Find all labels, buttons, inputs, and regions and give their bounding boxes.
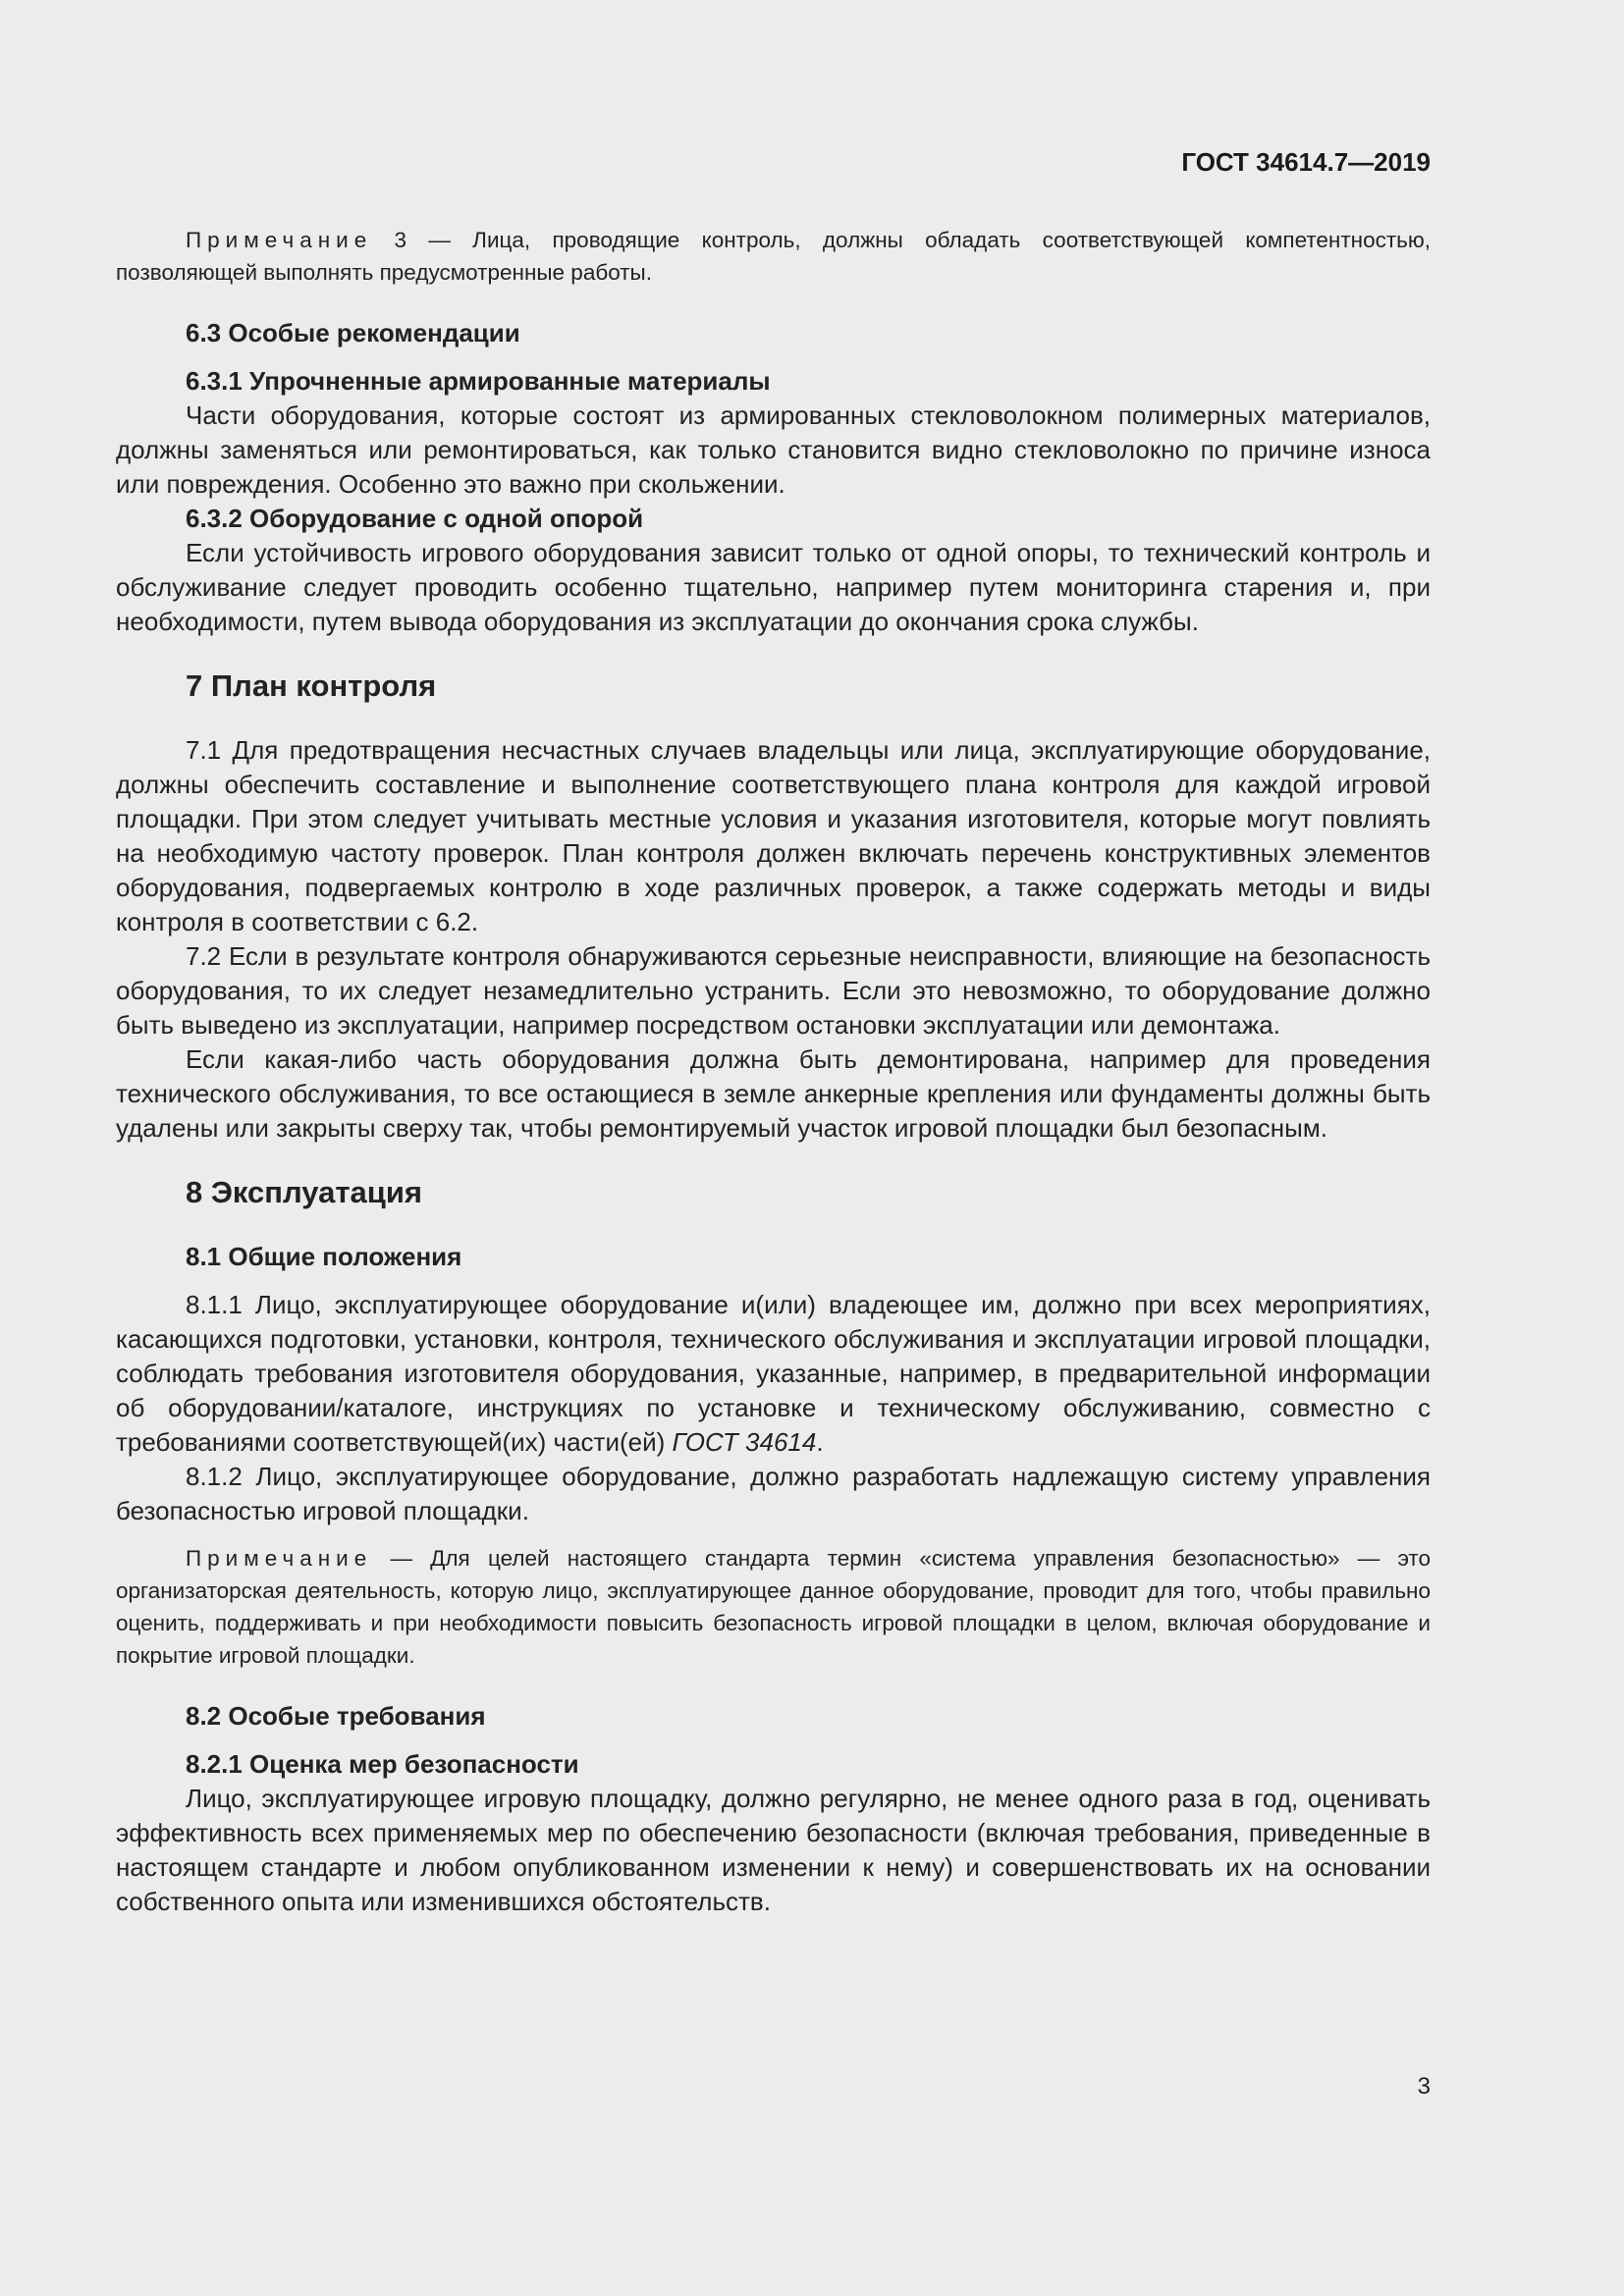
note-safety-management xyxy=(116,1542,1431,1672)
paragraph-7-1: 7.1 Для предотвращения несчастных случаев владельцы или лица, эксплуатирующие оборудование, должны обеспечить составление и выполнение соответствующего плана контроля для каждой игровой площадки. При этом следует учитывать местные условия и указания изготовителя, которые могут повлиять на необходимую частоту проверок. План контроля должен включать перечень конструктивных элементов оборудования, подвергаемых контролю в ходе различных проверок, а также содержать методы и виды контроля в соответствии с 6.2. xyxy=(116,735,1431,936)
standard-reference: ГОСТ 34614 xyxy=(672,1427,817,1457)
paragraph-7-2: 7.2 Если в результате контроля обнаруживаются серьезные неисправности, влияющие на безопасность оборудования, то их следует незамедлительно устранить. Если это невозможно, то оборудование должно быть выведено из эксплуатации, например посредством остановки эксплуатации или демонтажа. xyxy=(116,941,1431,1040)
document-body xyxy=(116,224,1431,1919)
paragraph-8-1-1 xyxy=(116,1288,1431,1460)
section-6-3-2-text: Если устойчивость игрового оборудования зависит только от одной опоры, то технический контроль и обслуживание следует проводить особенно тщательно, например путем мониторинга старения и, при необходимости, путем вывода оборудования из эксплуатации до окончания срока службы. xyxy=(116,538,1431,636)
note-text: 3 — Лица, проводящие контроль, должны обладать соответствующей компетентностью, позволяющей выполнять предусмотренные работы. xyxy=(116,228,1431,285)
note-text: — Для целей настоящего стандарта термин «система управления безопасностью» — это организаторская деятельность, которую лицо, эксплуатирующее данное оборудование, проводит для того, чтобы правильно оценить, поддерживать и при необходимости повысить безопасность игровой площадки в целом, включая оборудование и покрытие игровой площадки. xyxy=(116,1546,1431,1668)
paragraph-8-1-1-end: . xyxy=(816,1427,824,1457)
section-8-2-1-title: 8.2.1 Оценка мер безопасности xyxy=(186,1749,579,1779)
section-6-3-title: 6.3 Особые рекомендации xyxy=(186,318,520,347)
note-label: Примечание xyxy=(186,1546,373,1571)
paragraph-8-2-1: Лицо, эксплуатирующее игровую площадку, должно регулярно, не менее одного раза в год, оценивать эффективность всех применяемых мер по обеспечению безопасности (включая требования, приведенные в настоящем стандарте и любом опубликованном изменении к нему) и совершенствовать их на основании собственного опыта или изменившихся обстоятельств. xyxy=(116,1784,1431,1916)
section-8-2-title: 8.2 Особые требования xyxy=(186,1701,486,1731)
section-6-3-1-title: 6.3.1 Упрочненные армированные материалы xyxy=(186,366,771,396)
document-code: ГОСТ 34614.7—2019 xyxy=(1181,147,1431,177)
paragraph-7-3: Если какая-либо часть оборудования должна быть демонтирована, например для проведения технического обслуживания, то все остающиеся в земле анкерные крепления или фундаменты должны быть удалены или закрыты сверху так, чтобы ремонтируемый участок игровой площадки был безопасным. xyxy=(116,1044,1431,1143)
section-6-3-2-title: 6.3.2 Оборудование с одной опорой xyxy=(186,504,644,533)
paragraph-8-1-2: 8.1.2 Лицо, эксплуатирующее оборудование, должно разработать надлежащую систему управления безопасностью игровой площадки. xyxy=(116,1462,1431,1525)
page-number: 3 xyxy=(1417,2073,1431,2100)
note-3 xyxy=(116,224,1431,289)
section-6-3-1-text: Части оборудования, которые состоят из армированных стекловолокном полимерных материалов, должны заменяться или ремонтироваться, как только становится видно стекловолокно по причине износа или повреждения. Особенно это важно при скольжении. xyxy=(116,400,1431,499)
paragraph-8-1-1-text: 8.1.1 Лицо, эксплуатирующее оборудование и(или) владеющее им, должно при всех мероприятиях, касающихся подготовки, установки, контроля, технического обслуживания и эксплуатации игровой площадки, соблюдать требования изготовителя оборудования, указанные, например, в предварительной информации об оборудовании/каталоге, инструкциях по установке и техническому обслуживанию, совместно с требованиями соответствующей(их) части(ей) xyxy=(116,1290,1431,1457)
note-label: Примечание xyxy=(186,228,373,252)
section-8-title: 8 Эксплуатация xyxy=(186,1175,422,1209)
section-8-1-title: 8.1 Общие положения xyxy=(186,1242,462,1271)
section-7-title: 7 План контроля xyxy=(186,668,437,703)
